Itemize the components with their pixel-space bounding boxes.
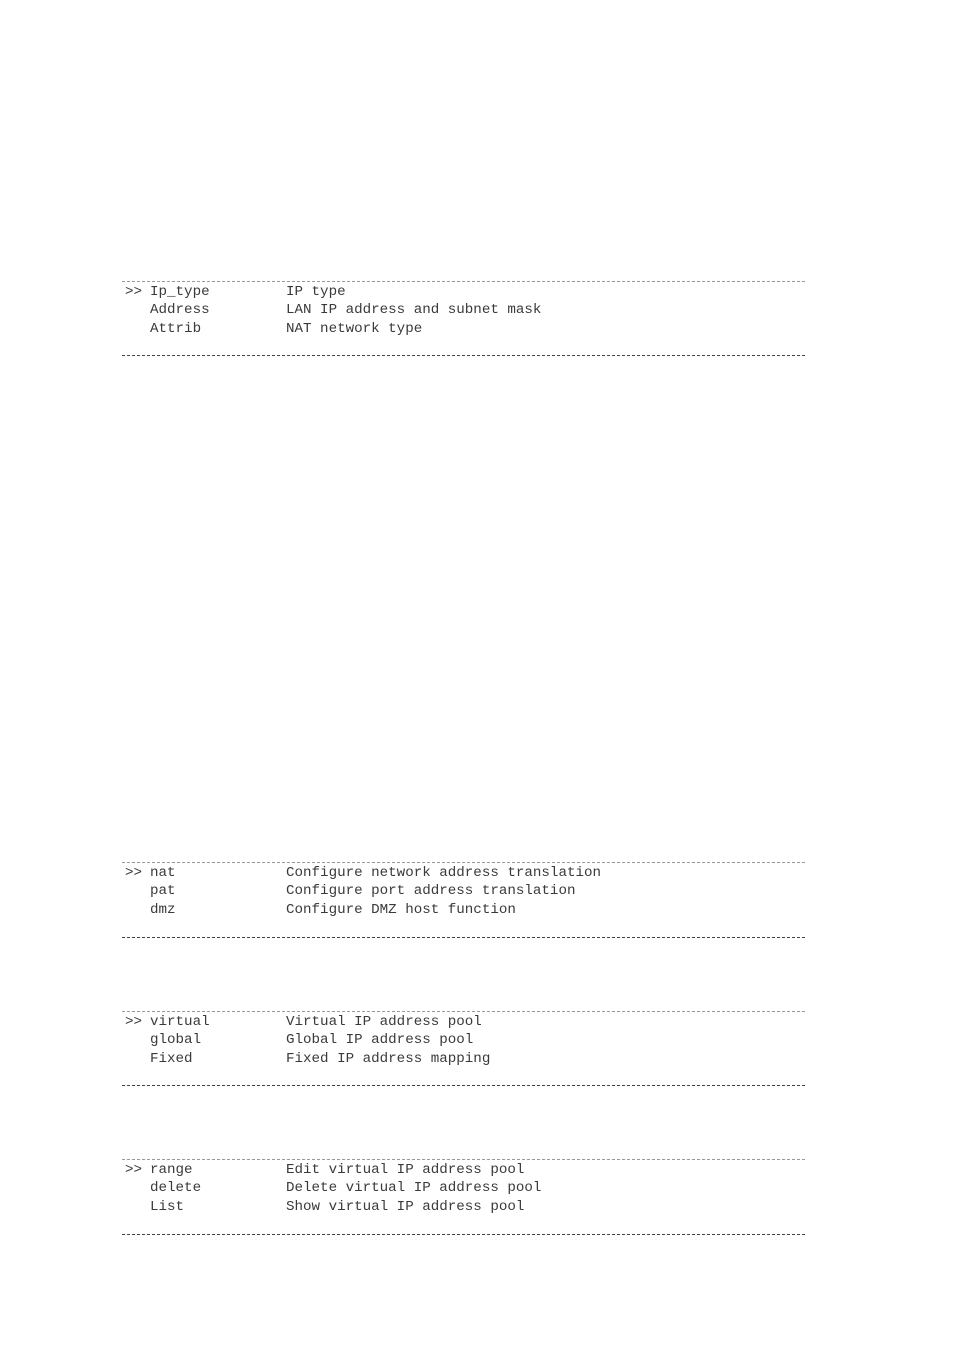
- menu-row-delete[interactable]: [122, 1179, 805, 1197]
- command-label: dmz: [150, 901, 176, 918]
- menu-row-address[interactable]: [122, 301, 805, 319]
- command-label: delete: [150, 1180, 202, 1197]
- command-description: Edit virtual IP address pool: [286, 1162, 525, 1178]
- menu-row-global[interactable]: [122, 1031, 805, 1049]
- command-label: global: [150, 1032, 202, 1049]
- menu-row-dmz[interactable]: [122, 901, 805, 919]
- bottom-divider: [122, 1234, 805, 1235]
- command-description: Fixed IP address mapping: [286, 1050, 491, 1067]
- virtual-pool-menu-block: [122, 1159, 805, 1235]
- menu-row-virtual[interactable]: [122, 1013, 805, 1031]
- command-label: Fixed: [150, 1050, 193, 1067]
- menu-rows: [122, 1160, 805, 1216]
- command-description: IP type: [286, 284, 346, 300]
- command-description: Delete virtual IP address pool: [286, 1180, 542, 1197]
- menu-rows: [122, 1012, 805, 1068]
- menu-row-pat[interactable]: [122, 882, 805, 900]
- menu-rows: [122, 863, 805, 919]
- command-description: Global IP address pool: [286, 1032, 474, 1049]
- ip-menu-block: [122, 281, 805, 356]
- selection-marker: >>: [125, 1014, 143, 1030]
- command-label: Ip_type: [150, 284, 210, 300]
- selection-marker: >>: [125, 865, 143, 881]
- menu-row-attrib[interactable]: [122, 320, 805, 338]
- command-description: NAT network type: [286, 320, 423, 337]
- command-label: range: [150, 1162, 193, 1178]
- menu-row-ip-type[interactable]: [122, 283, 805, 301]
- command-label: pat: [150, 883, 176, 900]
- command-description: Virtual IP address pool: [286, 1014, 482, 1030]
- bottom-divider: [122, 1085, 805, 1086]
- command-label: Address: [150, 302, 210, 319]
- nat-menu-block: [122, 862, 805, 938]
- menu-row-fixed[interactable]: [122, 1050, 805, 1068]
- command-label: nat: [150, 865, 176, 881]
- selection-marker: >>: [125, 284, 143, 300]
- command-description: Configure port address translation: [286, 883, 576, 900]
- bottom-divider: [122, 937, 805, 938]
- menu-row-list[interactable]: [122, 1198, 805, 1216]
- menu-row-range[interactable]: [122, 1161, 805, 1179]
- pool-menu-block: [122, 1011, 805, 1086]
- menu-rows: [122, 282, 805, 338]
- bottom-divider: [122, 355, 805, 356]
- command-label: Attrib: [150, 320, 202, 337]
- command-label: virtual: [150, 1014, 210, 1030]
- command-description: LAN IP address and subnet mask: [286, 302, 542, 319]
- command-description: Configure network address translation: [286, 865, 602, 881]
- command-description: Show virtual IP address pool: [286, 1198, 525, 1215]
- command-label: List: [150, 1198, 185, 1215]
- selection-marker: >>: [125, 1162, 143, 1178]
- command-description: Configure DMZ host function: [286, 901, 516, 918]
- menu-row-nat[interactable]: [122, 864, 805, 882]
